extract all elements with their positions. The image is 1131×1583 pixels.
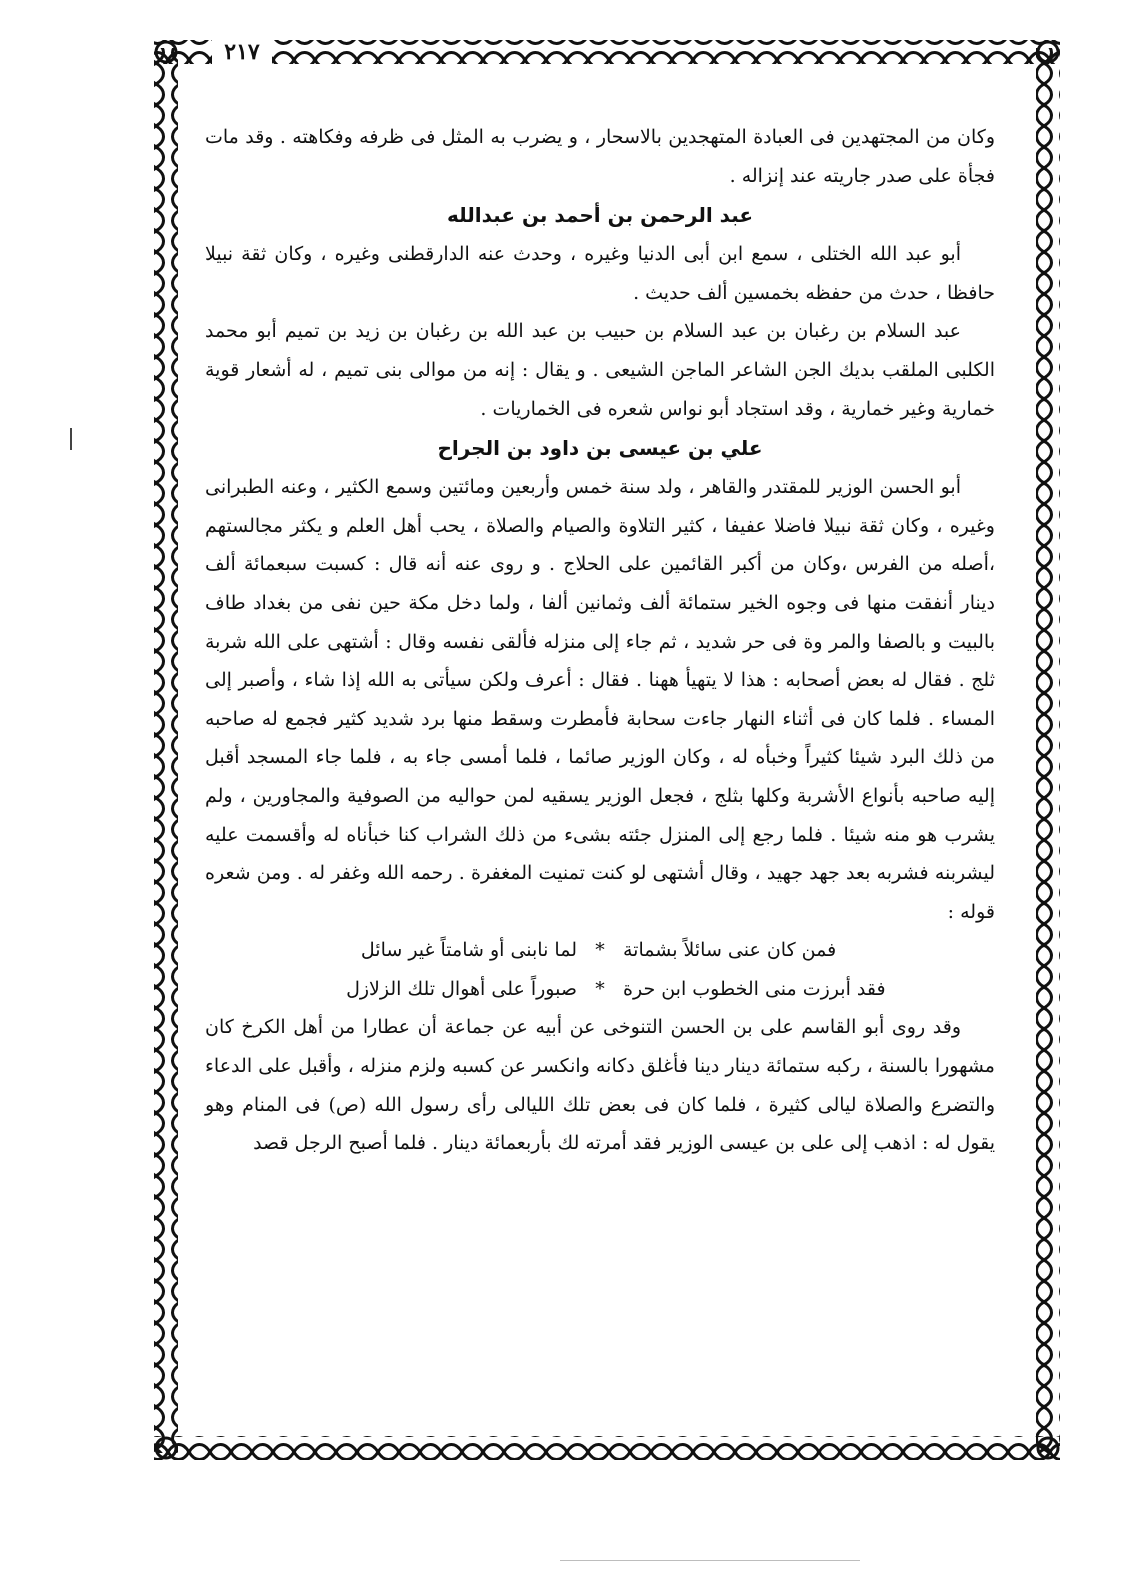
paragraph-1: وكان من المجتهدين فى العبادة المتهجدين بالاسحار ، و يضرب به المثل فى ظرفه وفكاهته . وقد مات فجأة على صدر جاريته عند إنزاله . (205, 126, 995, 187)
verse-1-second-hemistich: لما نابنى أو شامتاً غير سائل (360, 939, 577, 962)
page-number: ٢١٧ (212, 38, 272, 66)
margin-mark (70, 428, 72, 450)
poem (205, 931, 995, 1008)
bottom-border (154, 1436, 1060, 1460)
paragraph-2: أبو عبد الله الختلى ، سمع ابن أبى الدنيا وغيره ، وحدث عنه الدارقطنى وغيره ، وكان ثقة نبيلا حافظا ، حدث من حفظه بخمسين ألف حديث . (205, 243, 995, 304)
paragraph-5: وقد روى أبو القاسم على بن الحسن التنوخى عن أبيه عن جماعة أن عطارا من أهل الكرخ كان مشهورا بالسنة ، ركبه ستمائة دينار دينا فأغلق دكانه وانكسر عن كسبه ولزم منزله ، وأقبل على الدعاء والتضرع والصلاة ليالى كثيرة ، فلما كان فى بعض تلك الليالى رأى رسول الله (ص) فى المنام وهو يقول له : اذهب إلى على بن عيسى الوزير فقد أمرته لك بأربعمائة دينار . فلما أصبح الرجل قصد (205, 1016, 995, 1155)
paragraph-4: أبو الحسن الوزير للمقتدر والقاهر ، ولد سنة خمس وأربعين ومائتين وسمع الكثير ، وعنه الطبرانى وغيره ، وكان ثقة نبيلا فاضلا عفيفا ، كثير التلاوة والصيام والصلاة ، يحب أهل العلم و يكثر مجالستهم ،أصله من الفرس ،وكان من أكبر القائمين على الحلاج . و روى عنه أنه قال : كسبت سبعمائة ألف دينار أنفقت منها فى وجوه الخير ستمائة ألف وثمانين ألفا ، ولما دخل مكة حين نفى من بغداد طاف بالبيت و بالصفا والمر وة فى حر شديد ، ثم جاء إلى منزله فألقى نفسه وقال : أشتهى على الله شربة ثلج . فقال له بعض أصحابه : هذا لا يتهيأ ههنا . فقال : أعرف ولكن سيأتى به الله إذا شاء ، وأصبر إلى المساء . فلما كان فى أثناء النهار جاءت سحابة فأمطرت وسقط منها برد شديد كثير فجمع له صاحبه من ذلك البرد شيئا كثيراً وخبأه له ، وكان الوزير صائما ، فلما أمسى جاء به ، فلما جاء المسجد أقبل إليه صاحبه بأنواع الأشربة وكلها بثلج ، فجعل الوزير يسقيه لمن حواليه من الصوفية والمجاورين ، ولم يشرب هو منه شيئا . فلما رجع إلى المنزل جئته بشىء من ذلك الشراب كنا خبأناه له وأقسمت عليه ليشربنه فشربه بعد جهد جهيد ، وقال أشتهى لو كنت تمنيت المغفرة . رحمه الله وغفر له . ومن شعره قوله : (205, 476, 995, 923)
verse-separator-star: * (595, 977, 605, 1000)
verse-1-first-hemistich: فمن كان عنى سائلاً بشماتة (623, 939, 837, 962)
section-heading-1: عبد الرحمن بن أحمد بن عبدالله (446, 203, 754, 228)
verse-2-second-hemistich: صبوراً على أهوال تلك الزلازل (346, 977, 577, 1000)
verse-separator-star: * (595, 939, 605, 962)
right-border (1036, 48, 1060, 1453)
verse-2-first-hemistich: فقد أبرزت منى الخطوب ابن حرة (623, 977, 886, 1000)
left-border (154, 48, 178, 1453)
page-content (205, 118, 995, 1163)
verse-2 (205, 970, 995, 1009)
paragraph-3: عبد السلام بن رغبان بن عبد السلام بن حبيب بن عبد الله بن رغبان بن زيد بن تميم أبو محمد الكلبى الملقب بديك الجن الشاعر الماجن الشيعى . و يقال : إنه من موالى بنى تميم ، له أشعار قوية خمارية وغير خمارية ، وقد استجاد أبو نواس شعره فى الخماريات . (205, 320, 995, 420)
scan-line (560, 1560, 860, 1561)
section-heading-2: علي بن عيسى بن داود بن الجراح (437, 436, 763, 461)
top-border (154, 40, 1060, 64)
verse-1 (205, 931, 995, 970)
